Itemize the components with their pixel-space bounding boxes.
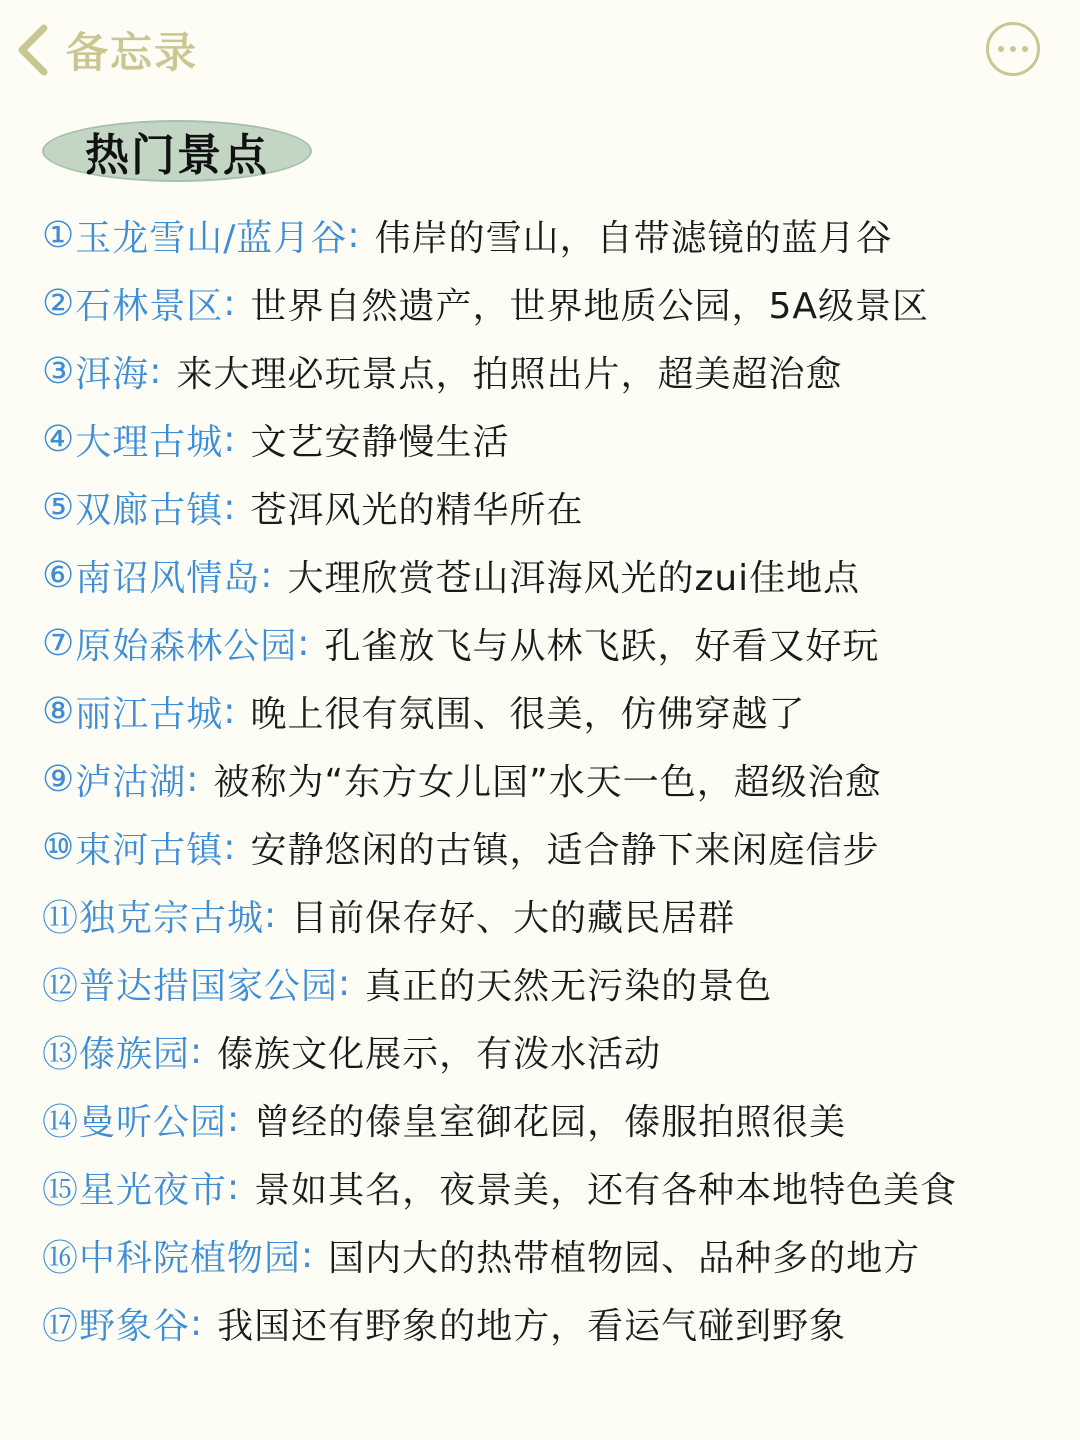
- item-colon: :: [223, 486, 237, 528]
- item-number: ①: [42, 214, 76, 256]
- spot-list: [42, 201, 1072, 1357]
- item-number: ⑦: [42, 622, 76, 664]
- item-name: 原始森林公园: [75, 625, 298, 667]
- back-button[interactable]: [12, 18, 198, 82]
- item-colon: :: [338, 962, 352, 1004]
- item-name: 普达措国家公园: [79, 965, 339, 1007]
- item-colon: :: [223, 418, 237, 460]
- item-description: 目前保存好、大的藏民居群: [291, 897, 736, 939]
- item-description: 安静悠闲的古镇，适合静下来闲庭信步: [250, 829, 880, 871]
- item-description: 孔雀放飞与从林飞跃，好看又好玩: [324, 625, 880, 667]
- item-name: 泸沽湖: [75, 761, 187, 803]
- list-item: [42, 813, 1072, 881]
- item-description: 傣族文化展示，有泼水活动: [217, 1033, 662, 1075]
- item-description: 我国还有野象的地方，看运气碰到野象: [217, 1305, 847, 1347]
- item-number: ②: [42, 282, 76, 324]
- section-title-pill: [42, 120, 312, 182]
- list-item: [42, 201, 1072, 269]
- more-button[interactable]: [986, 22, 1040, 76]
- list-item: [42, 337, 1072, 405]
- item-description: 苍洱风光的精华所在: [250, 489, 584, 531]
- item-colon: :: [297, 622, 311, 664]
- item-name: 束河古镇: [75, 829, 224, 871]
- item-colon: :: [190, 1302, 204, 1344]
- item-number: ⑨: [42, 758, 76, 800]
- item-description: 被称为“东方女儿国”水天一色，超级治愈: [213, 761, 882, 803]
- item-description: 真正的天然无污染的景色: [365, 965, 773, 1007]
- item-number: ⑭: [42, 1101, 80, 1143]
- item-number: ⑩: [42, 826, 76, 868]
- chevron-left-icon: [12, 22, 52, 78]
- list-item: [42, 677, 1072, 745]
- item-colon: :: [149, 350, 163, 392]
- item-description: 伟岸的雪山，自带滤镜的蓝月谷: [374, 217, 893, 259]
- item-colon: :: [223, 690, 237, 732]
- list-item: [42, 1017, 1072, 1085]
- item-number: ④: [42, 418, 76, 460]
- item-name: 星光夜市: [79, 1169, 228, 1211]
- list-item: [42, 1221, 1072, 1289]
- item-name: 丽江古城: [75, 693, 224, 735]
- item-number: ⑰: [42, 1305, 80, 1347]
- item-name: 玉龙雪山/蓝月谷: [75, 217, 348, 259]
- item-name: 曼听公园: [79, 1101, 228, 1143]
- item-description: 国内大的热带植物园、品种多的地方: [328, 1237, 921, 1279]
- item-name: 中科院植物园: [79, 1237, 302, 1279]
- item-number: ⑪: [42, 897, 80, 939]
- item-number: ⑬: [42, 1033, 80, 1075]
- item-number: ⑯: [42, 1237, 80, 1279]
- item-name: 大理古城: [75, 421, 224, 463]
- item-description: 来大理必玩景点，拍照出片，超美超治愈: [176, 353, 843, 395]
- item-description: 晚上很有氛围、很美，仿佛穿越了: [250, 693, 806, 735]
- back-label: 备忘录: [66, 28, 199, 77]
- more-horizontal-icon: [1010, 46, 1016, 52]
- item-colon: :: [227, 1098, 241, 1140]
- item-name: 独克宗古城: [79, 897, 265, 939]
- item-number: ⑤: [42, 486, 76, 528]
- list-item: [42, 473, 1072, 541]
- item-colon: :: [190, 1030, 204, 1072]
- item-number: ⑫: [42, 965, 80, 1007]
- item-number: ⑥: [42, 554, 76, 596]
- list-item: [42, 1153, 1072, 1221]
- item-description: 文艺安静慢生活: [250, 421, 510, 463]
- list-item: [42, 541, 1072, 609]
- item-description: 大理欣赏苍山洱海风光的zui佳地点: [287, 557, 861, 599]
- list-item: [42, 1085, 1072, 1153]
- list-item: [42, 949, 1072, 1017]
- list-item: [42, 881, 1072, 949]
- item-name: 石林景区: [75, 285, 224, 327]
- item-colon: :: [260, 554, 274, 596]
- item-colon: :: [227, 1166, 241, 1208]
- item-colon: :: [301, 1234, 315, 1276]
- item-name: 野象谷: [79, 1305, 191, 1347]
- item-colon: :: [223, 826, 237, 868]
- more-horizontal-icon: [998, 46, 1004, 52]
- item-name: 洱海: [75, 353, 150, 395]
- item-colon: :: [186, 758, 200, 800]
- item-description: 曾经的傣皇室御花园，傣服拍照很美: [254, 1101, 847, 1143]
- list-item: [42, 405, 1072, 473]
- list-item: [42, 1289, 1072, 1357]
- item-colon: :: [264, 894, 278, 936]
- more-horizontal-icon: [1022, 46, 1028, 52]
- item-description: 景如其名，夜景美，还有各种本地特色美食: [254, 1169, 958, 1211]
- item-number: ⑧: [42, 690, 76, 732]
- section-title: 热门景点: [85, 130, 269, 181]
- item-number: ③: [42, 350, 76, 392]
- item-colon: :: [223, 282, 237, 324]
- item-name: 双廊古镇: [75, 489, 224, 531]
- list-item: [42, 269, 1072, 337]
- list-item: [42, 745, 1072, 813]
- list-item: [42, 609, 1072, 677]
- item-name: 傣族园: [79, 1033, 191, 1075]
- item-number: ⑮: [42, 1169, 80, 1211]
- top-bar: [0, 0, 1080, 100]
- item-colon: :: [347, 214, 361, 256]
- item-name: 南诏风情岛: [75, 557, 261, 599]
- item-description: 世界自然遗产，世界地质公园，5A级景区: [250, 285, 929, 327]
